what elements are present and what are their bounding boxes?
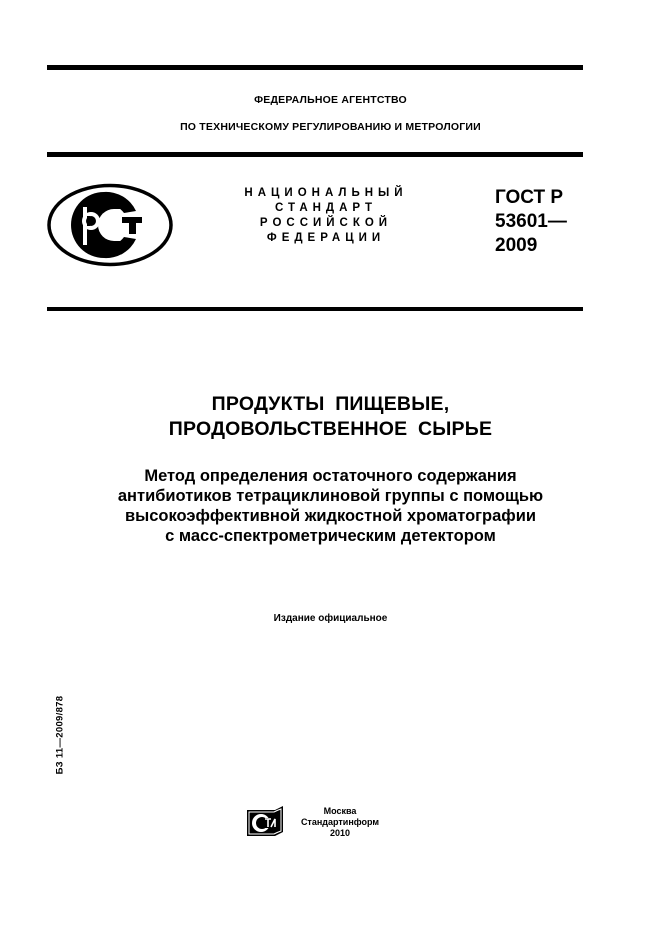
subtitle-line: Метод определения остаточного содержания <box>144 467 517 485</box>
subtitle-line: высокоэффективной жидкостной хроматографии <box>124 507 537 525</box>
subtitle-line: с масс-спектрометрическим детектором <box>165 527 496 545</box>
document-subtitle <box>0 466 661 546</box>
title-line: ПРОДУКТЫ ПИЩЕВЫЕ, <box>211 393 450 415</box>
national-line: СТАНДАРТ <box>275 202 377 214</box>
publisher-city: Москва <box>323 806 357 816</box>
edition-label: Издание официальное <box>273 613 388 624</box>
agency-name-line-2: ПО ТЕХНИЧЕСКОМУ РЕГУЛИРОВАНИЮ И МЕТРОЛОГИИ <box>180 121 481 133</box>
national-line: ФЕДЕРАЦИИ <box>266 232 386 244</box>
document-title <box>0 392 661 442</box>
top-rule <box>47 65 583 70</box>
gost-line: 2009 <box>495 235 538 256</box>
national-line: НАЦИОНАЛЬНЫЙ <box>244 187 408 199</box>
publisher-year: 2010 <box>329 828 351 838</box>
side-code: БЗ 11—2009/878 <box>54 695 66 775</box>
publisher-info <box>295 806 385 839</box>
gost-line: ГОСТ Р <box>495 187 564 208</box>
subtitle-line: антибиотиков тетрациклиновой группы с помощью <box>117 487 544 505</box>
standartinform-logo-icon <box>245 804 285 838</box>
rst-conformity-mark-icon <box>46 183 174 267</box>
standard-bottom-rule <box>47 307 583 311</box>
gost-number <box>495 186 567 258</box>
gost-line: 53601— <box>495 211 567 232</box>
national-line: РОССИЙСКОЙ <box>259 217 393 229</box>
agency-name-line-1: ФЕДЕРАЛЬНОЕ АГЕНТСТВО <box>254 94 407 106</box>
national-standard-label <box>232 186 420 246</box>
header-bottom-rule <box>47 152 583 157</box>
title-line: ПРОДОВОЛЬСТВЕННОЕ СЫРЬЕ <box>168 418 493 440</box>
publisher-name: Стандартинформ <box>300 817 380 827</box>
